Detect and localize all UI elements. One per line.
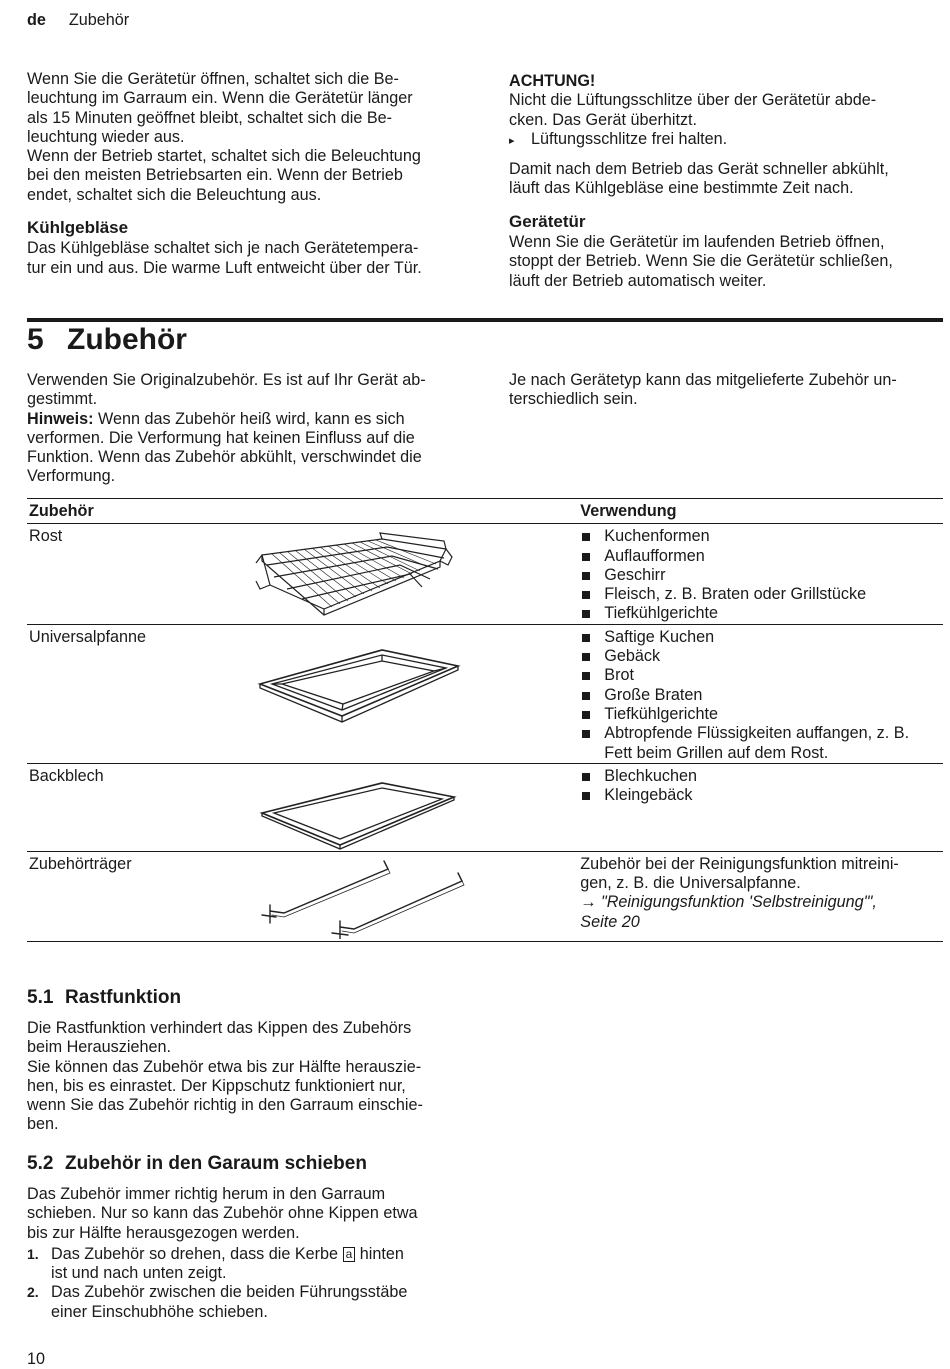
table-row [27,851,943,941]
heading-kuehlgeblaese: Kühlgebläse [27,218,129,238]
cross-reference-link[interactable] [580,893,941,932]
door-paragraph: Wenn Sie die Gerätetür im laufenden Betrieb öffnen, stoppt der Betrieb. Wenn Sie die Gerätetür schließen, läuft der Betrieb automatisch weiter. [509,233,893,290]
chapter-title: Zubehör [67,323,187,356]
list-item: Tiefkühlgerichte [580,604,941,623]
original-accessory-paragraph: Verwenden Sie Originalzubehör. Es ist auf Ihr Gerät ab- gestimmt. [27,371,426,409]
universal-pan-icon [232,628,482,728]
section-number: 5.2 [27,1153,54,1174]
notch-mark: a [343,1247,356,1262]
step-number: 2. [27,1284,39,1301]
warning-step-text: Lüftungsschlitze frei halten. [531,129,728,148]
list-item: Kleingebäck [580,786,941,805]
list-item [27,1283,467,1322]
note-label: Hinweis: [27,409,94,428]
use-list [580,628,941,763]
device-type-paragraph: Je nach Gerätetyp kann das mitgelieferte Zubehör un- terschiedlich sein. [509,371,897,409]
note-text: Wenn das Zubehör heiß wird, kann es sich verformen. Die Verformung hat keinen Einfluss auf die Funktion. Wenn das Zubehör abkühlt, verschwindet die Verformung. [27,409,422,486]
table-row [27,624,943,763]
list-item: Geschirr [580,566,941,585]
step-text: hinten ist und nach unten zeigt. [51,1244,404,1283]
header-language: de [27,11,46,29]
insert-paragraph: Das Zubehör immer richtig herum in den Garraum schieben. Nur so kann das Zubehör ohne Kippen etwa bis zur Hälfte herausgezogen werden. [27,1185,418,1242]
note-paragraph [27,410,467,487]
warning-step [509,130,939,151]
list-item: Tiefkühlgerichte [580,705,941,724]
list-item: Abtropfende Flüssigkeiten auffangen, z. B. Fett beim Grillen auf dem Rost. [580,724,941,763]
accessory-name: Backblech [27,763,230,851]
carrier-use-text: Zubehör bei der Reinigungsfunktion mitreini- gen, z. B. die Universalpfanne. [580,854,899,893]
rast-paragraph-1: Die Rastfunktion verhindert das Kippen des Zubehörs beim Herausziehen. [27,1019,412,1057]
section-title: Zubehör in den Garaum schieben [65,1153,367,1174]
header-accessory: Zubehör [27,499,578,524]
section-number: 5.1 [27,987,54,1008]
wire-rack-icon [232,527,472,617]
list-item: Kuchenformen [580,527,941,546]
accessory-uses [578,624,943,763]
section-5-1-body [27,1019,467,1135]
step-text: Das Zubehör zwischen die beiden Führungsstäbe einer Einschubhöhe schieben. [51,1283,408,1321]
section-5-2-body [27,1185,467,1322]
accessory-uses [578,763,943,851]
section-5-1-heading [27,986,181,1010]
chapter-left-column [27,371,467,487]
cross-reference-text: "Reinigungsfunktion 'Selbstreinigung'", Seite 20 [580,893,877,931]
light-paragraph-1: Wenn Sie die Gerätetür öffnen, schaltet sich die Be- leuchtung im Garraum ein. Wenn die Gerätetür länger als 15 Minuten geöffnet bleibt, schaltet sich die Be- leuchtung wieder aus. [27,70,413,146]
step-number: 1. [27,1245,39,1262]
chapter-right-column [509,371,939,410]
section-5-2-heading [27,1152,367,1176]
section-title: Rastfunktion [65,987,182,1008]
accessory-name: Universalpfanne [27,624,230,763]
warning-title: ACHTUNG! [509,72,596,90]
list-item: Auflaufformen [580,547,941,566]
list-item [27,1245,467,1284]
triangle-right-icon: ▸ [509,134,515,147]
accessory-uses [578,524,943,624]
light-paragraph-2: Wenn der Betrieb startet, schaltet sich die Beleuchtung bei den meisten Betriebsarten ein. Wenn der Betrieb endet, schaltet sich die Beleuchtung aus. [27,147,421,204]
list-item: Brot [580,666,941,685]
pan-image [230,624,579,763]
heading-geraetetuer: Gerätetür [509,211,586,231]
accessory-table [27,498,943,942]
accessory-carrier-icon [232,855,472,939]
page-number: 10 [27,1350,46,1368]
list-item: Große Braten [580,686,941,705]
table-header-row [27,499,943,524]
baking-tray-icon [232,767,482,851]
kuehl-paragraph: Das Kühlgebläse schaltet sich je nach Gerätetempera- tur ein und aus. Die warme Luft entweicht über der Tür. [27,239,422,277]
carrier-image [230,851,579,941]
rack-image [230,524,579,624]
header-title: Zubehör [68,11,130,29]
list-item: Blechkuchen [580,767,941,786]
list-item: Fleisch, z. B. Braten oder Grillstücke [580,585,941,604]
accessory-name: Rost [27,524,230,624]
use-list [580,767,941,806]
intro-left-column [27,70,457,278]
list-item: Saftige Kuchen [580,628,941,647]
running-header [27,11,129,30]
table-row [27,524,943,624]
chapter-number: 5 [27,323,44,356]
intro-right-column [509,72,939,291]
fan-paragraph: Damit nach dem Betrieb das Gerät schneller abkühlt, läuft das Kühlgebläse eine bestimmte Zeit nach. [509,160,889,198]
sheet-image [230,763,579,851]
header-use: Verwendung [578,499,943,524]
chapter-heading [27,322,187,358]
accessory-uses [578,851,943,941]
insert-steps [27,1245,467,1322]
step-text: Das Zubehör so drehen, dass die Kerbe [51,1244,343,1263]
use-list [580,527,941,623]
accessory-name: Zubehörträger [27,851,230,941]
list-item: Gebäck [580,647,941,666]
arrow-right-icon: → [580,893,597,912]
table-row [27,763,943,851]
warning-text: Nicht die Lüftungsschlitze über der Gerätetür abde- cken. Das Gerät überhitzt. [509,91,877,129]
rast-paragraph-2: Sie können das Zubehör etwa bis zur Hälfte herauszie- hen, bis es einrastet. Der Kippschutz funktioniert nur, wenn Sie das Zubehör richtig in den Garraum einschie- ben. [27,1057,423,1134]
